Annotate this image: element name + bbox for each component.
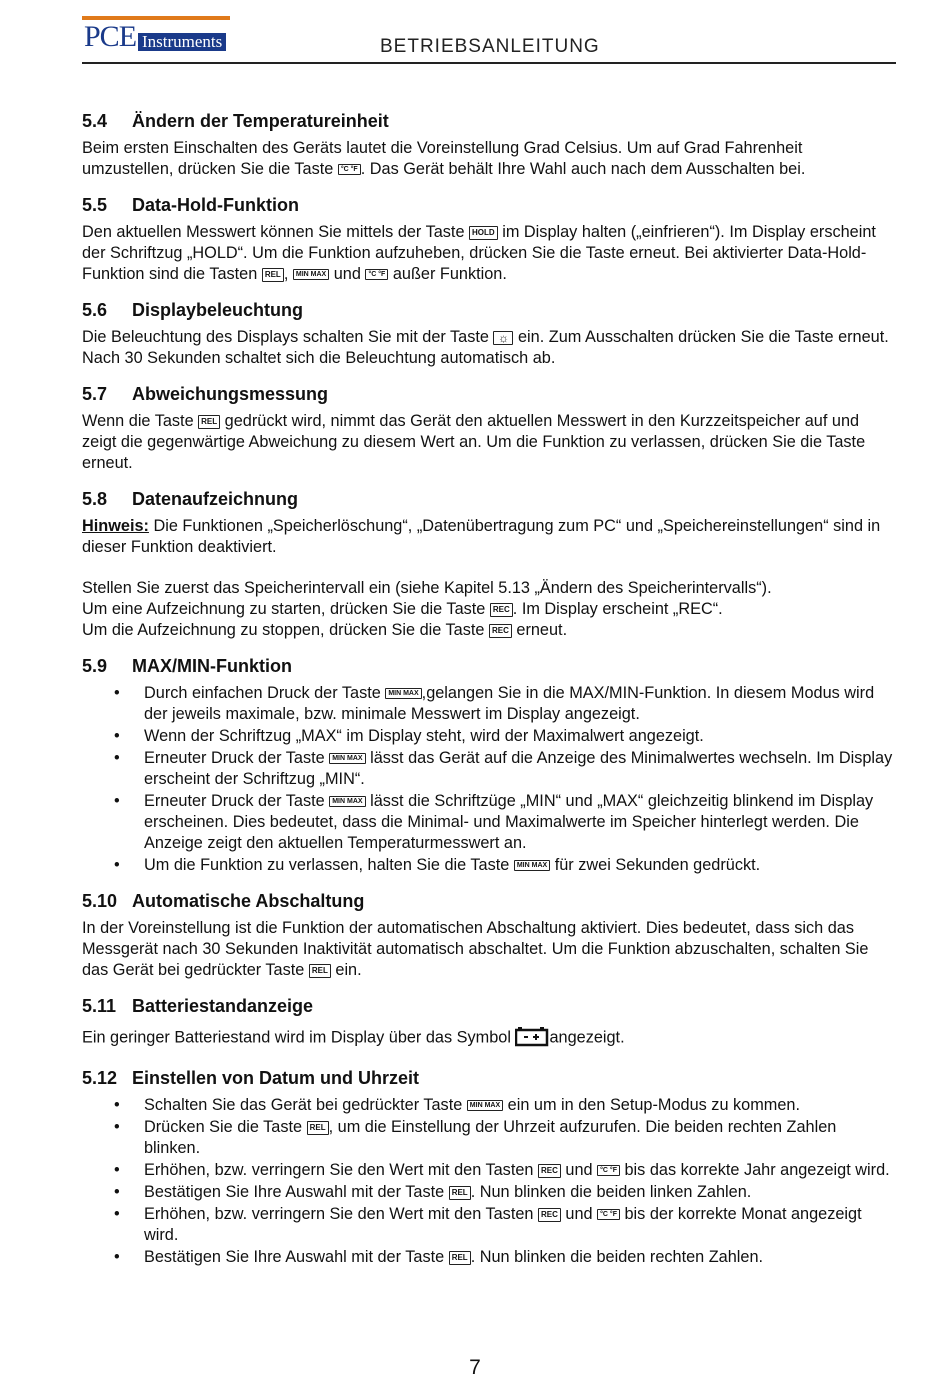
paragraph-5-5: Den aktuellen Messwert können Sie mittels der Taste HOLD im Display halten („einfrieren“). Im Display erscheint der Schriftzug „HOLD“. Um die Funktion aufzuheben, drücken Sie die Taste erneut. Bei aktivierter Data-Hold-Funktion sind die Tasten REL , MIN MAX und °C °F außer Funktion.	[82, 223, 876, 283]
heading-5-5: 5.5 Data-Hold-Funktion	[82, 195, 299, 215]
cf-key-icon: °C °F	[365, 269, 388, 280]
list-item: • Schalten Sie das Gerät bei gedrückter Taste MIN MAX ein um in den Setup-Modus zu kommen.	[82, 1095, 896, 1116]
paragraph-5-4: Beim ersten Einschalten des Geräts lautet die Voreinstellung Grad Celsius. Um auf Grad Fahrenheit umzustellen, drücken Sie die Taste °C °F . Das Gerät behält Ihre Wahl auch nach dem Ausschalten bei.	[82, 139, 806, 178]
paragraph-5-11: Ein geringer Batteriestand wird im Display über das Symbol angezeigt.	[82, 1023, 896, 1053]
logo-pce-text: PCE	[84, 20, 137, 53]
list-item: • Drücken Sie die Taste REL , um die Einstellung der Uhrzeit aufzurufen. Die beiden rechten Zahlen blinken.	[82, 1117, 896, 1159]
list-item: • Erhöhen, bzw. verringern Sie den Wert mit den Tasten REC und °C °F bis der korrekte Monat angezeigt wird.	[82, 1204, 896, 1246]
list-item: • Erneuter Druck der Taste MIN MAX lässt das Gerät auf die Anzeige des Minimalwertes wechseln. Im Display erscheint der Schriftzug „MIN“.	[82, 748, 896, 790]
document-body	[82, 96, 896, 1278]
list-item: • Bestätigen Sie Ihre Auswahl mit der Taste REL . Nun blinken die beiden rechten Zahlen.	[82, 1247, 896, 1268]
rel-key-icon: REL	[262, 268, 284, 282]
rel-key-icon: REL	[449, 1251, 471, 1265]
heading-5-4: 5.4 Ändern der Temperatureinheit	[82, 111, 389, 131]
heading-5-8: 5.8 Datenaufzeichnung	[82, 489, 299, 509]
minmax-key-icon: MIN MAX	[329, 796, 365, 807]
rel-key-icon: REL	[198, 415, 220, 429]
pce-logo	[82, 20, 232, 54]
cf-key-icon: °C °F	[597, 1165, 620, 1176]
minmax-key-icon: MIN MAX	[385, 688, 421, 699]
hint-paragraph: Hinweis: Die Funktionen „Speicherlöschung“, „Datenübertragung zum PC“ und „Speichereinstellungen“ sind in dieser Funktion deaktiviert.	[82, 517, 881, 556]
page-number: 7	[469, 1356, 481, 1379]
list-item: • Wenn der Schriftzug „MAX“ im Display steht, wird der Maximalwert angezeigt.	[82, 726, 896, 747]
minmax-key-icon: MIN MAX	[329, 753, 365, 764]
header-title: BETRIEBSANLEITUNG	[380, 36, 600, 57]
minmax-key-icon: MIN MAX	[514, 860, 550, 871]
heading-5-12: 5.12 Einstellen von Datum und Uhrzeit	[82, 1068, 420, 1088]
rel-key-icon: REL	[309, 964, 331, 978]
list-5-12	[82, 1095, 896, 1268]
heading-5-10: 5.10 Automatische Abschaltung	[82, 891, 365, 911]
rec-key-icon: REC	[538, 1208, 561, 1222]
rec-key-icon: REC	[489, 624, 512, 638]
heading-5-9: 5.9 MAX/MIN-Funktion	[82, 656, 292, 676]
page-header	[82, 18, 896, 64]
list-item: • Erhöhen, bzw. verringern Sie den Wert mit den Tasten REC und °C °F bis das korrekte Jahr angezeigt wird.	[82, 1160, 896, 1181]
rec-key-icon: REC	[490, 603, 513, 617]
paragraph-5-10: In der Voreinstellung ist die Funktion der automatischen Abschaltung aktiviert. Dies bedeutet, dass sich das Messgerät nach 30 Sekunden Inaktivität automatisch abschaltet. Um die Funktion abzuschalten, schalten Sie das Gerät bei gedrückter Taste REL ein.	[82, 919, 869, 979]
rel-key-icon: REL	[449, 1186, 471, 1200]
list-item: • Erneuter Druck der Taste MIN MAX lässt die Schriftzüge „MIN“ und „MAX“ gleichzeitig blinkend im Display erscheinen. Dies bedeutet, dass die Minimal- und Maximalwerte im Speicher hinterlegt werden. Die Anzeige zeigt den aktuellen Temperaturmesswert an.	[82, 791, 896, 854]
rel-key-icon: REL	[307, 1121, 329, 1135]
logo-instruments-text: Instruments	[138, 33, 226, 51]
minmax-key-icon: MIN MAX	[467, 1100, 503, 1111]
list-5-9	[82, 683, 896, 876]
battery-icon	[515, 1023, 549, 1053]
cf-key-icon: °C °F	[597, 1209, 620, 1220]
paragraph-5-7: Wenn die Taste REL gedrückt wird, nimmt das Gerät den aktuellen Messwert in den Kurzzeitspeicher auf und zeigt die gegenwärtige Abweichung zu diesem Wert an. Um die Funktion zu verlassen, drücken Sie die Taste erneut.	[82, 412, 866, 472]
heading-5-7: 5.7 Abweichungsmessung	[82, 384, 329, 404]
rec-key-icon: REC	[538, 1164, 561, 1178]
cf-key-icon: °C °F	[338, 164, 361, 175]
heading-5-11: 5.11 Batteriestandanzeige	[82, 996, 314, 1016]
paragraph-5-6: Die Beleuchtung des Displays schalten Sie mit der Taste ☼ ein. Zum Ausschalten drücken Sie die Taste erneut. Nach 30 Sekunden schaltet sich die Beleuchtung automatisch ab.	[82, 328, 889, 367]
paragraph-5-8: Stellen Sie zuerst das Speicherintervall ein (siehe Kapitel 5.13 „Ändern des Speicherintervalls“). Um eine Aufzeichnung zu starten, drücken Sie die Taste REC . Im Display erscheint „REC“. Um die Aufzeichnung zu stoppen, drücken Sie die Taste REC erneut.	[82, 579, 772, 639]
list-item: • Um die Funktion zu verlassen, halten Sie die Taste MIN MAX für zwei Sekunden gedrückt.	[82, 855, 896, 876]
minmax-key-icon: MIN MAX	[293, 269, 329, 280]
list-item: • Bestätigen Sie Ihre Auswahl mit der Taste REL . Nun blinken die beiden linken Zahlen.	[82, 1182, 896, 1203]
hold-key-icon: HOLD	[469, 226, 498, 240]
list-item: • Durch einfachen Druck der Taste MIN MAX ,gelangen Sie in die MAX/MIN-Funktion. In diesem Modus wird der jeweils maximale, bzw. minimale Messwert im Display angezeigt.	[82, 683, 896, 725]
heading-5-6: 5.6 Displaybeleuchtung	[82, 300, 304, 320]
backlight-key-icon: ☼	[493, 331, 513, 345]
